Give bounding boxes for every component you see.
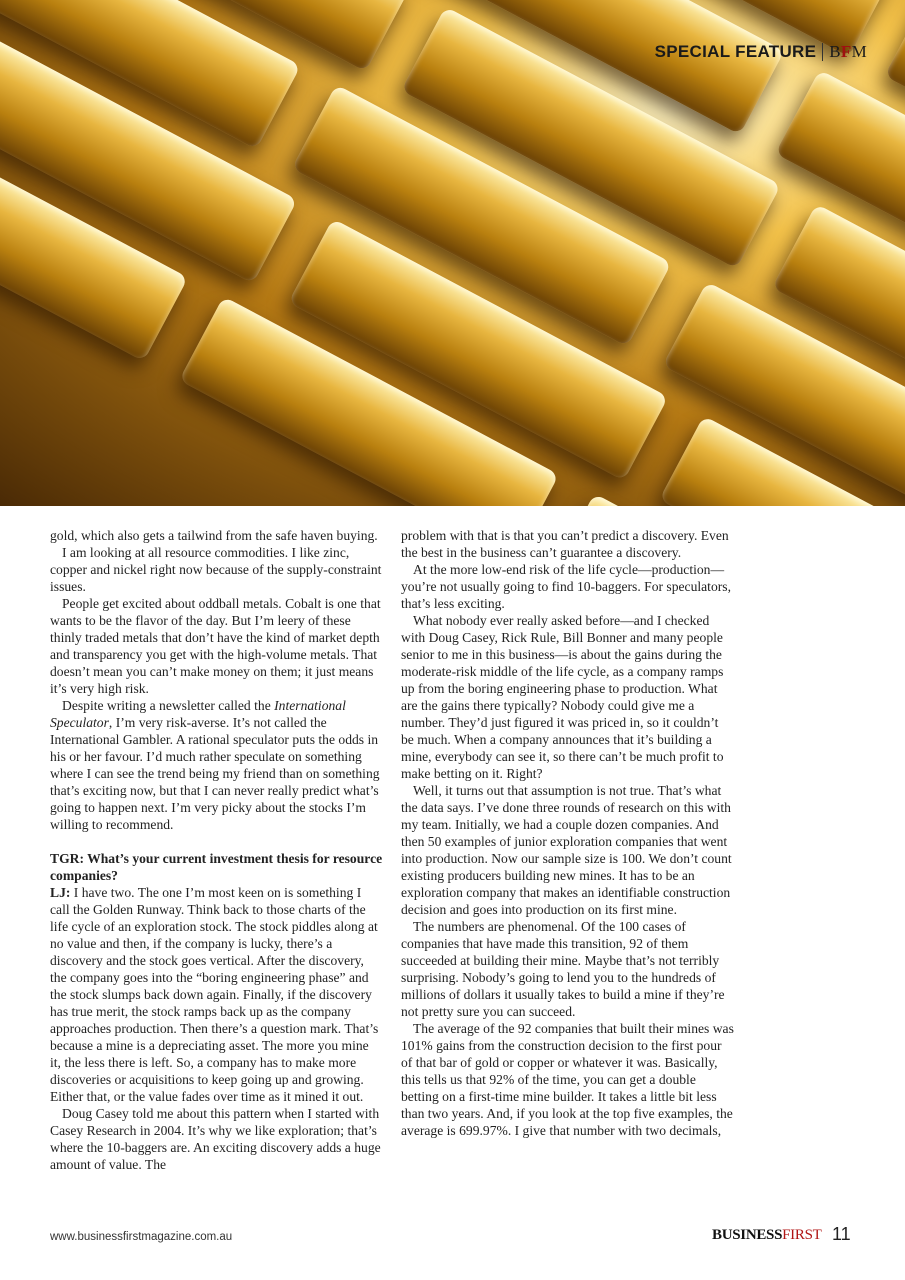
paragraph: What nobody ever really asked before—and I checked with Doug Casey, Rick Rule, Bill Bonner and many people senior to me in this business—is about the gains during the moderate-risk middle of the life cycle, as a company ramps up from the boring engineering phase to production. What are the gains there typically? Nobody could give me a number. They’d just figured it was priced in, so it couldn’t be much. When a company announces that it’s building a mine, everybody can see it, so there can’t be much profit to make betting on it. Right? [401,613,724,781]
paragraph: Well, it turns out that assumption is not true. That’s what the data says. I’ve done three rounds of research on this with my team. Initially, we had a couple dozen companies. And then 50 examples of junior exploration companies that went into production. Now our sample size is 100. We don’t count existing producers building new mines. It has to be an exploration company that makes an identifiable construction decision and goes into production on its first mine. [401,783,732,917]
gold-bars [0,0,905,506]
divider [822,43,823,61]
paragraph: Despite writing a newsletter called the International Speculator, I’m very risk-averse. It’s not called the International Gambler. A rational speculator puts the odds in his or her favour. I’d much rather speculate on something where I can see the trend being my friend than on something that’s exciting now, but that I can never really predict what’s going to happen next. I’m very picky about the stocks I’m willing to recommend. [50,698,380,832]
right-column [401,527,734,1139]
section-label [655,42,867,62]
paragraph: The numbers are phenomenal. Of the 100 cases of companies that have made this transition, 92 of them succeeded at building their mine. Maybe that’s not terribly surprising. Nobody’s going to lend you to the hundreds of millions of dollars it usually takes to build a mine if they’re not pretty sure you can succeed. [401,919,725,1019]
website-url: www.businessfirstmagazine.com.au [50,1231,233,1243]
gold-bars-photo [0,0,905,506]
speaker-label: LJ: [50,885,71,900]
interview-question: TGR: What’s your current investment thesis for resource companies? [50,851,383,883]
page-number: 11 [832,1224,851,1244]
section-title: SPECIAL FEATURE [654,42,817,61]
business-first-logo: BUSINESSFIRST [712,1227,822,1243]
paragraph: gold, which also gets a tailwind from the safe haven buying. [50,528,378,543]
paragraph: At the more low-end risk of the life cycle—production—you’re not usually going to find 10-baggers. For speculators, that’s less exciting. [401,562,731,611]
paragraph: People get excited about oddball metals. Cobalt is one that wants to be the flavor of the day. But I’m leery of these thinly traded metals that don’t have the kind of market depth and transparency you get with the high-volume metals. That doesn’t mean you can’t make money on them; it just means it’s very high risk. [50,596,381,696]
paragraph: problem with that is that you can’t predict a discovery. Even the best in the business can’t guarantee a discovery. [401,528,729,560]
left-column [50,527,383,1173]
paragraph: Doug Casey told me about this pattern when I started with Casey Research in 2004. It’s why we like exploration; that’s where the 10-baggers are. An exciting discovery adds a huge amount of value. The [50,1106,381,1172]
paragraph: I am looking at all resource commodities. I like zinc, copper and nickel right now because of the supply-constraint issues. [50,545,382,594]
interview-answer: LJ: I have two. The one I’m most keen on is something I call the Golden Runway. Think back to those charts of the life cycle of an exploration stock. The stock piddles along at no value and then, if the company is lucky, there’s a discovery and the stock goes vertical. After the discovery, the company goes into the “boring engineering phase” and the stock slumps back down again. Finally, if the discovery has true merit, the stock ramps back up as the company approaches production. Then there’s a question mark. That’s because a mine is a depreciating asset. The more you mine it, the less there is left. So, a company has to make more discoveries or acquisitions to keep going up and growing. Either that, or the value fades over time as it mined it out. [50,885,379,1104]
bfm-logo: BFM [829,42,867,61]
paragraph: The average of the 92 companies that built their mines was 101% gains from the construction decision to the first pour of that bar of gold or copper or whatever it was. Basically, this tells us that 92% of the time, you can get a double betting on a first-time mine builder. It takes a little bit less than two years. And, if you look at the top five examples, the average is 699.97%. I give that number with two decimals, [401,1021,734,1138]
newsletter-title: International Speculator [50,698,346,730]
